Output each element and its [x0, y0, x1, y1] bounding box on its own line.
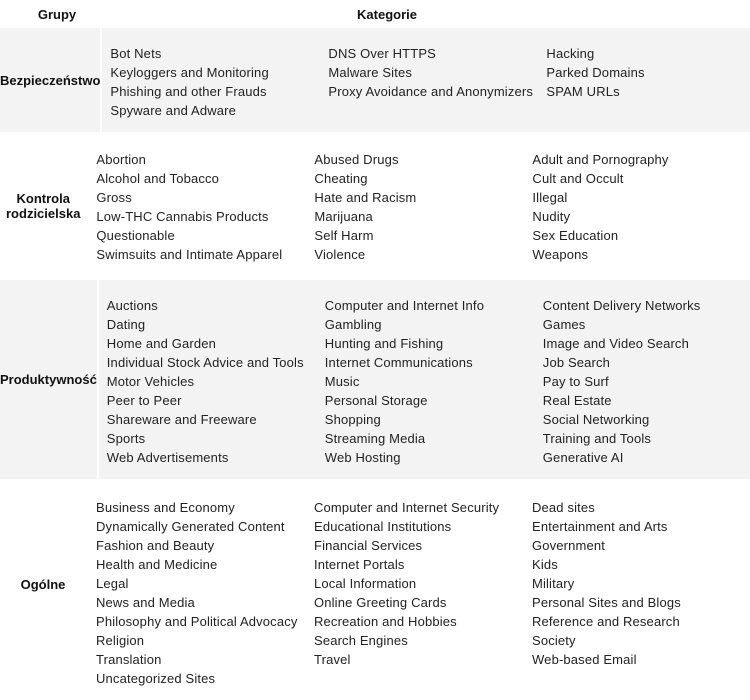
category-item: Kids — [532, 557, 558, 572]
category-item: Pay to Surf — [542, 374, 609, 389]
group-row-bezpieczenstwo — [0, 28, 750, 133]
category-item: Keyloggers and Monitoring — [110, 65, 269, 80]
category-item: SPAM URLs — [546, 84, 620, 99]
category-item: Proxy Avoidance and Anonymizers — [328, 84, 534, 99]
category-column-2 — [314, 150, 532, 279]
category-item: Abortion — [96, 152, 147, 167]
category-item: Content Delivery Networks — [542, 298, 701, 313]
category-column-2 — [314, 498, 532, 688]
category-item: Auctions — [106, 298, 158, 313]
category-item: Internet Communications — [324, 355, 473, 370]
category-column-3 — [543, 296, 750, 479]
category-item: Entertainment and Arts — [532, 519, 668, 534]
category-item: Sex Education — [532, 228, 619, 243]
category-item: Shopping — [324, 412, 381, 427]
group-row-ogolne — [0, 480, 750, 689]
category-item: Society — [532, 633, 576, 648]
category-item: Computer and Internet Security — [314, 500, 500, 515]
category-item: Hacking — [546, 46, 595, 61]
category-item: Legal — [96, 576, 129, 591]
category-item: Self Harm — [314, 228, 374, 243]
category-item: Training and Tools — [542, 431, 652, 446]
group-name: Ogólne — [0, 480, 88, 688]
categories-column-header: Kategorie — [357, 6, 417, 22]
category-item: Dating — [106, 317, 146, 332]
category-item: Phishing and other Frauds — [110, 84, 267, 99]
category-item: Weapons — [532, 247, 589, 262]
category-item: Web Advertisements — [106, 450, 229, 465]
category-item: Web Hosting — [324, 450, 401, 465]
category-item: Alcohol and Tobacco — [96, 171, 220, 186]
group-name: Bezpieczeństwo — [0, 28, 102, 132]
category-item: Image and Video Search — [542, 336, 689, 351]
category-column-1 — [96, 150, 314, 279]
category-item: Web-based Email — [532, 652, 637, 667]
category-item: Business and Economy — [96, 500, 235, 515]
category-item: Streaming Media — [324, 431, 426, 446]
category-item: Abused Drugs — [314, 152, 399, 167]
category-list — [88, 133, 750, 279]
category-item: Online Greeting Cards — [314, 595, 447, 610]
category-item: Illegal — [532, 190, 568, 205]
category-item: Adult and Pornography — [532, 152, 669, 167]
category-item: Parked Domains — [546, 65, 645, 80]
category-item: Individual Stock Advice and Tools — [106, 355, 304, 370]
category-list — [102, 28, 750, 132]
category-item: Swimsuits and Intimate Apparel — [96, 247, 283, 262]
category-column-3 — [532, 150, 750, 279]
group-name: Produktywność — [0, 280, 99, 479]
category-item: Gambling — [324, 317, 382, 332]
category-item: Uncategorized Sites — [96, 671, 216, 686]
category-item: Peer to Peer — [106, 393, 182, 408]
category-column-3 — [546, 44, 750, 132]
category-item: Military — [532, 576, 575, 591]
category-item: Gross — [96, 190, 132, 205]
group-row-produktywnosc — [0, 280, 750, 480]
category-item: Social Networking — [542, 412, 650, 427]
category-item: Violence — [314, 247, 366, 262]
category-item: Bot Nets — [110, 46, 162, 61]
category-item: Nudity — [532, 209, 571, 224]
category-item: Search Engines — [314, 633, 408, 648]
category-item: Spyware and Adware — [110, 103, 236, 118]
groups-column-header: Grupy — [37, 6, 77, 22]
category-item: Dead sites — [532, 500, 595, 515]
category-item: Educational Institutions — [314, 519, 452, 534]
category-column-1 — [107, 296, 325, 479]
category-item: Low-THC Cannabis Products — [96, 209, 269, 224]
category-item: Real Estate — [542, 393, 612, 408]
category-item: Religion — [96, 633, 145, 648]
category-item: News and Media — [96, 595, 195, 610]
table-header — [0, 0, 750, 28]
category-item: Personal Storage — [324, 393, 428, 408]
group-name: Kontrola rodzicielska — [0, 133, 88, 279]
category-item: Financial Services — [314, 538, 423, 553]
category-item: Generative AI — [542, 450, 624, 465]
category-list — [99, 280, 750, 479]
category-item: Recreation and Hobbies — [314, 614, 457, 629]
category-column-1 — [96, 498, 314, 688]
category-item: Games — [542, 317, 586, 332]
category-item: Music — [324, 374, 360, 389]
category-item: Translation — [96, 652, 162, 667]
category-column-2 — [328, 44, 546, 132]
category-item: Personal Sites and Blogs — [532, 595, 681, 610]
category-item: Marijuana — [314, 209, 373, 224]
category-item: Job Search — [542, 355, 611, 370]
category-item: Government — [532, 538, 606, 553]
category-item: Home and Garden — [106, 336, 216, 351]
category-item: Questionable — [96, 228, 175, 243]
category-item: Health and Medicine — [96, 557, 218, 572]
category-item: Cult and Occult — [532, 171, 624, 186]
category-item: Philosophy and Political Advocacy — [96, 614, 298, 629]
category-column-3 — [532, 498, 750, 688]
category-item: Dynamically Generated Content — [96, 519, 285, 534]
category-column-1 — [110, 44, 328, 132]
category-item: Fashion and Beauty — [96, 538, 215, 553]
category-item: Malware Sites — [328, 65, 413, 80]
category-item: Reference and Research — [532, 614, 680, 629]
category-item: Cheating — [314, 171, 368, 186]
category-item: Hate and Racism — [314, 190, 417, 205]
category-column-2 — [325, 296, 543, 479]
category-item: Sports — [106, 431, 146, 446]
category-list — [88, 480, 750, 688]
category-item: Hunting and Fishing — [324, 336, 444, 351]
category-item: Motor Vehicles — [106, 374, 195, 389]
group-row-kontrola-rodzicielska — [0, 133, 750, 280]
category-item: DNS Over HTTPS — [328, 46, 436, 61]
category-item: Travel — [314, 652, 351, 667]
category-item: Local Information — [314, 576, 417, 591]
category-item: Shareware and Freeware — [106, 412, 257, 427]
category-item: Internet Portals — [314, 557, 405, 572]
category-item: Computer and Internet Info — [324, 298, 485, 313]
